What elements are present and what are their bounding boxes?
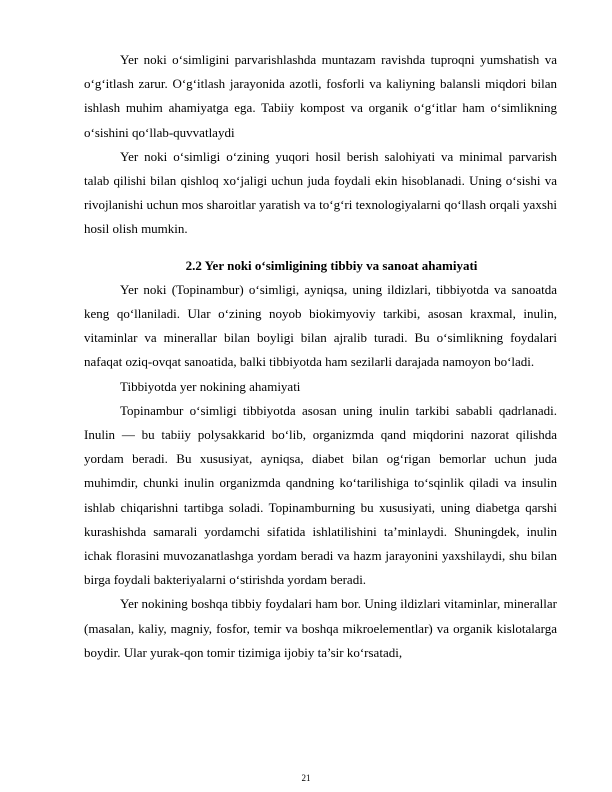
paragraph-other-benefits: Yer nokining boshqa tibbiy foydalari ham bor. Uning ildizlari vitaminlar, minerallar (masalan, kaliy, magniy, fosfor, temir va boshqa mikroelementlar) va organik kislotalarga boydir. Ular yurak-qon tomir tizimiga ijobiy ta’sir ko‘rsatadi, bbox=[84, 596, 557, 660]
paragraph-fertilizing: Yer noki o‘simligini parvarishlashda muntazam ravishda tuproqni yumshatish va o‘g‘itlash zarur. O‘g‘itlash jarayonida azotli, fosforli va kaliyning balansli miqdori bilan ishlash muhim ahamiyatga ega. Tabiiy kompost va organik o‘g‘itlar ham o‘simlikning o‘sishini qo‘llab-quvvatlaydi bbox=[84, 52, 557, 140]
paragraph-intro-topinambur: Yer noki (Topinambur) o‘simligi, ayniqsa, uning ildizlari, tibbiyotda va sanoatda keng qo‘llaniladi. Ular o‘zining noyob biokimyoviy tarkibi, asosan kraxmal, inulin, vitaminlar va minerallar bilan boyligi bilan ajralib turadi. Bu o‘simlikning foydalari nafaqat oziq-ovqat sanoatida, balki tibbiyotda ham sezilarli darajada namoyon bo‘ladi. bbox=[84, 281, 557, 370]
paragraph-subheading-medicine: Tibbiyotda yer nokining ahamiyati bbox=[120, 378, 301, 394]
section-spacer bbox=[84, 242, 557, 254]
document-body bbox=[84, 48, 557, 665]
section-heading: 2.2 Yer noki o‘simligining tibbiy va sanoat ahamiyati bbox=[185, 257, 478, 273]
page-number: 21 bbox=[301, 773, 311, 783]
paragraph-yield-potential: Yer noki o‘simligi o‘zining yuqori hosil berish salohiyati va minimal parvarish talab qilishi bilan qishloq xo‘jaligi uchun juda foydali ekin hisoblanadi. Uning o‘sishi va rivojlanishi uchun mos sharoitlar yaratish va to‘g‘ri texnologiyalarni qo‘llash orqali yaxshi hosil olish mumkin. bbox=[84, 148, 557, 237]
paragraph-inulin: Topinambur o‘simligi tibbiyotda asosan uning inulin tarkibi sababli qadrlanadi. Inulin — bu tabiiy polysakkarid bo‘lib, organizmda qand miqdorini nazorat qilishda yordam beradi. Bu xususiyat, ayniqsa, diabet bilan og‘rigan bemorlar uchun juda muhimdir, chunki inulin organizmda qandning ko‘tarilishiga to‘sqinlik qiladi va insulin ishlab chiqarishni tartibga soladi. Topinamburning bu xususiyati, uning diabetga qarshi kurashishda samarali yordamchi sifatida ishlatilishini ta’minlaydi. Shuningdek, inulin ichak florasini muvozanatlashga yordam beradi va hazm jarayonini yaxshilaydi, shu bilan birga foydali bakteriyalarni o‘stirishda yordam beradi. bbox=[84, 402, 557, 588]
